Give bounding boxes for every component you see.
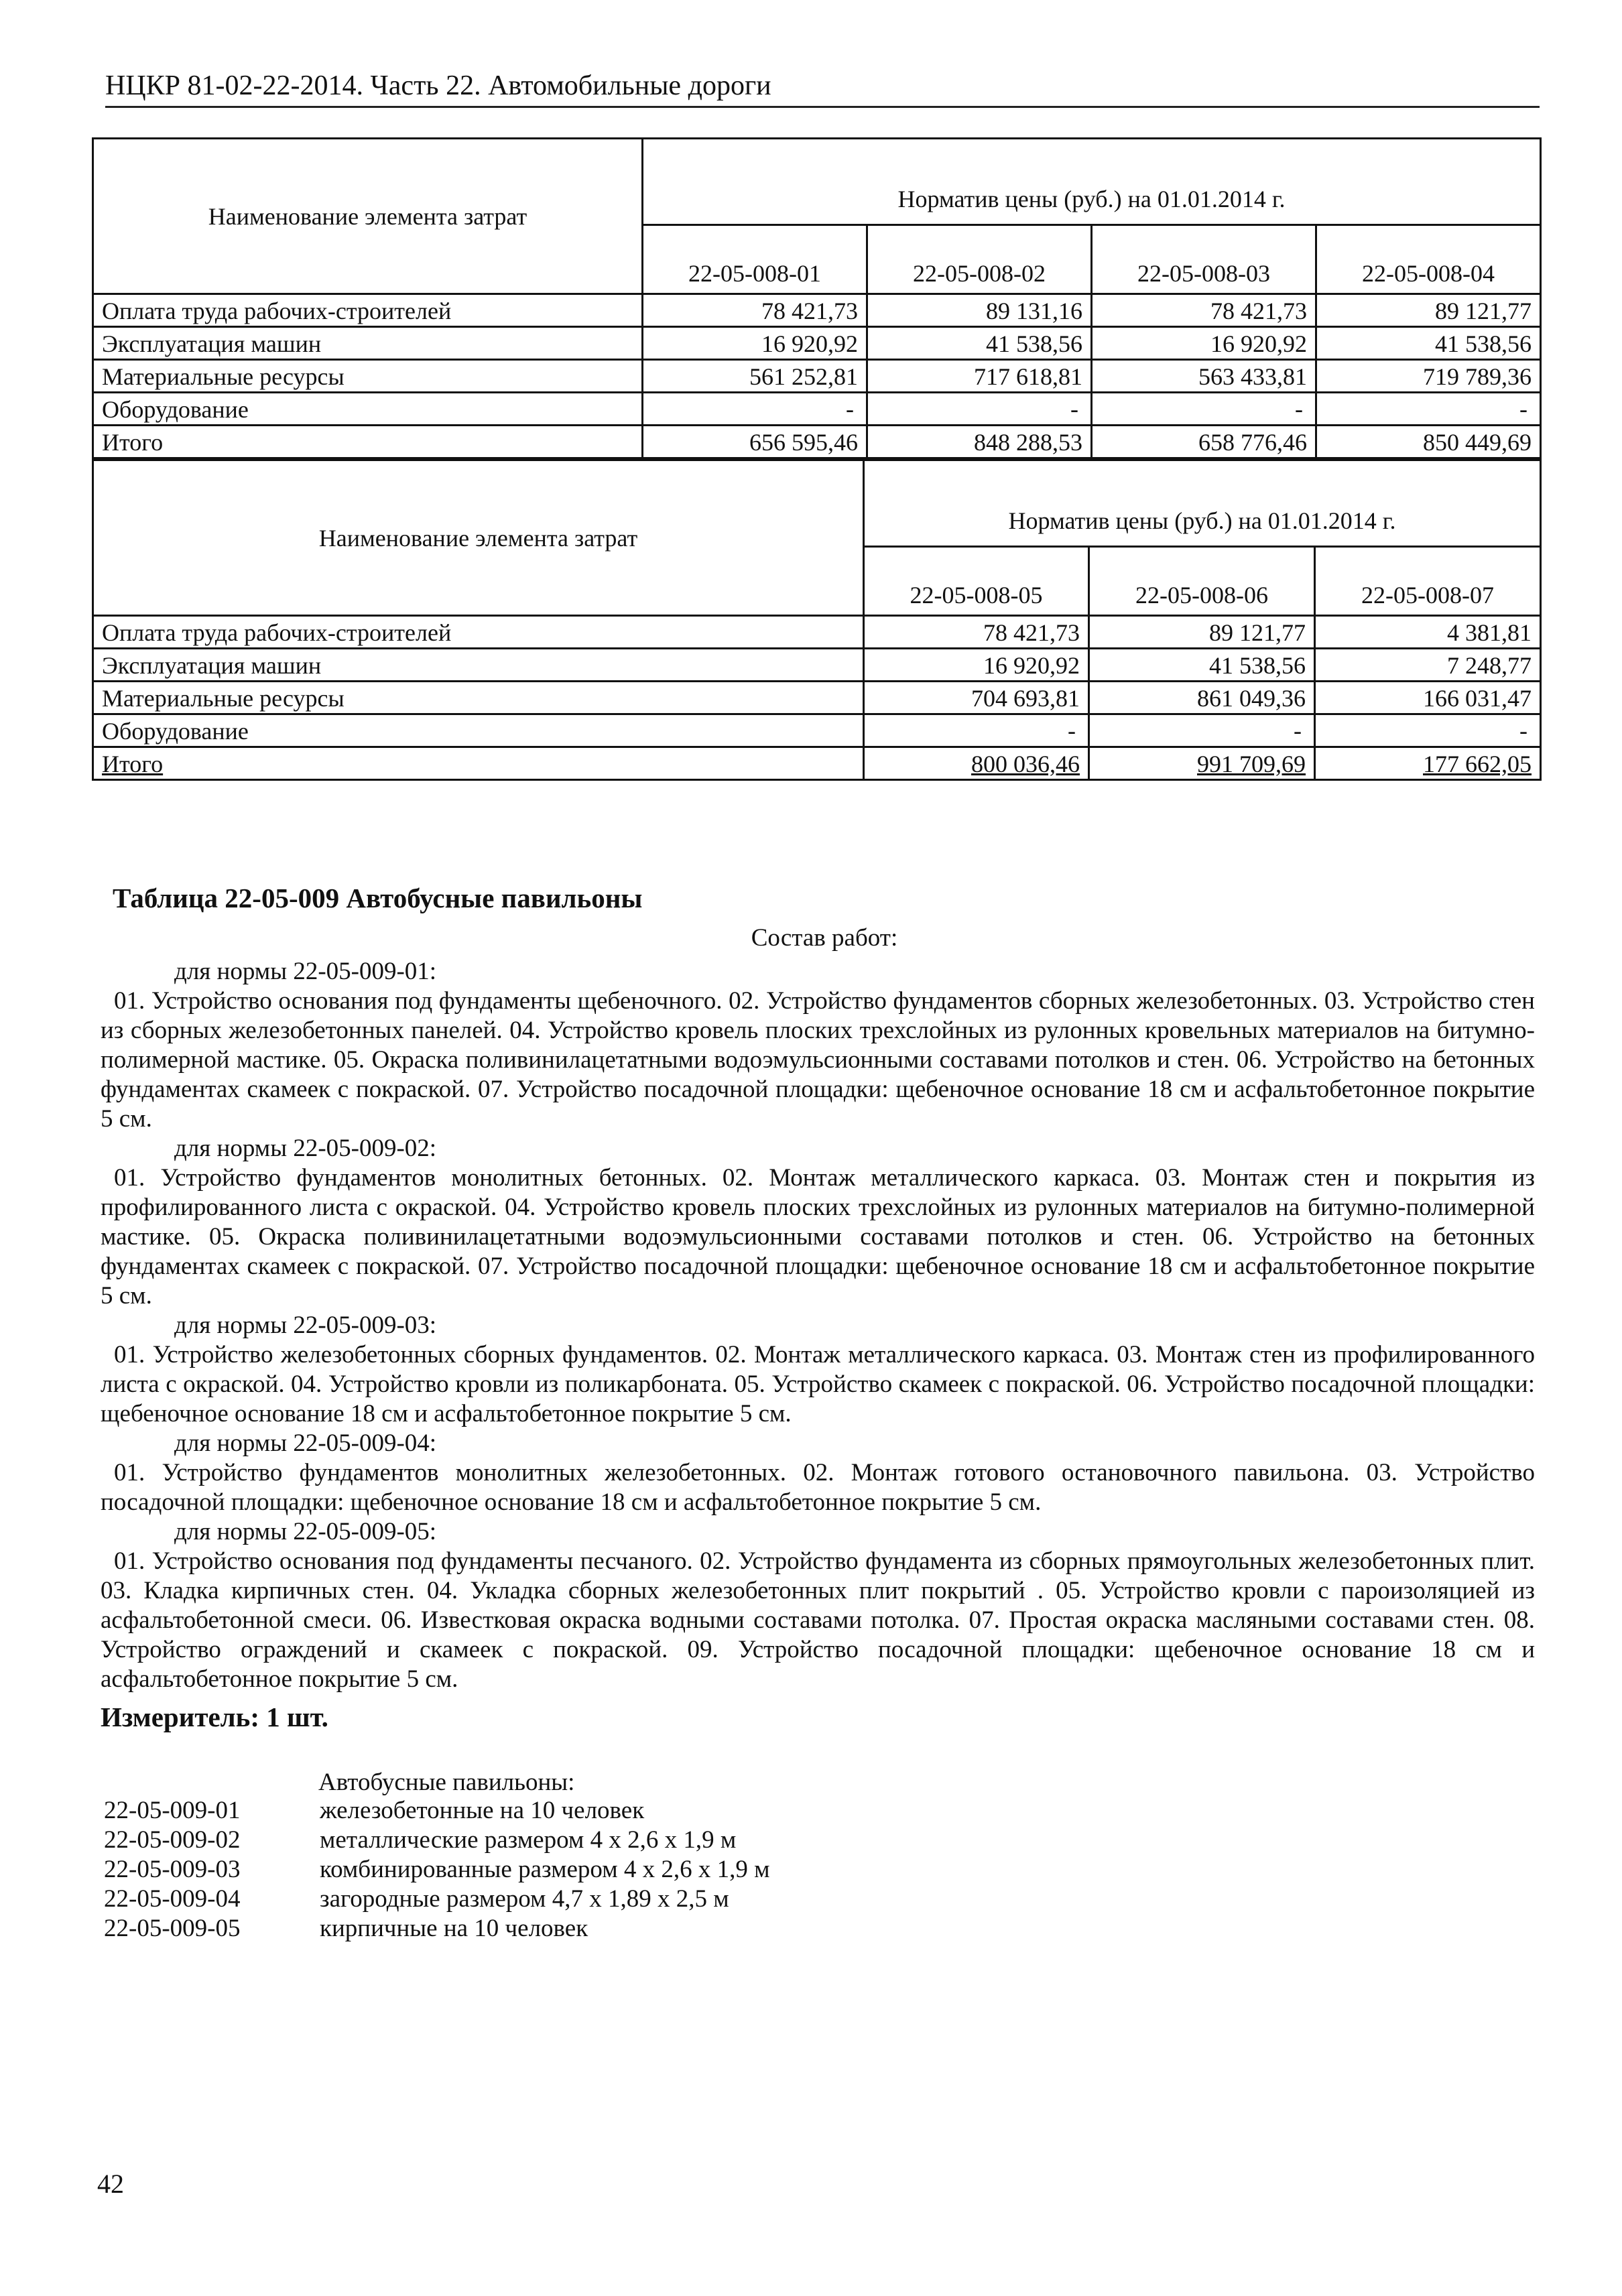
item-description: металлические размером 4 х 2,6 х 1,9 м (320, 1826, 737, 1854)
list-item (104, 1796, 770, 1826)
code-header: 22-05-008-07 (1315, 547, 1541, 616)
code-header: 22-05-008-02 (867, 225, 1092, 294)
code-header: 22-05-008-06 (1089, 547, 1315, 616)
pavilion-list (104, 1796, 770, 1943)
page-number: 42 (97, 2169, 124, 2199)
item-code: 22-05-009-01 (104, 1797, 241, 1824)
row-label: Оплата труда рабочих-строителей (93, 616, 864, 649)
table-body (93, 616, 1541, 780)
item-code: 22-05-009-04 (104, 1885, 241, 1913)
list-caption: Автобусные павильоны: (318, 1769, 575, 1796)
table-row (93, 294, 1541, 327)
cell-value: 78 421,73 (643, 294, 867, 327)
cell-value: - (1092, 393, 1316, 426)
cell-value: - (643, 393, 867, 426)
item-description: железобетонные на 10 человек (320, 1797, 645, 1824)
item-description: комбинированные размером 4 х 2,6 х 1,9 м (320, 1856, 770, 1883)
page-header: НЦКР 81-02-22-2014. Часть 22. Автомобильные дороги (105, 67, 1540, 108)
norm-text: 01. Устройство железобетонных сборных фундаментов. 02. Монтаж металлического каркаса. 03. Монтаж стен из профилированного листа с окраской. 04. Устройство кровли из поликарбоната. 05. Устройство скамеек с покраской. 06. Устройство посадочной площадки: щебеночное основание 18 см и асфальтобетонное покрытие 5 см. (101, 1341, 1535, 1427)
table-row (93, 327, 1541, 360)
table-row (93, 682, 1541, 714)
work-composition-heading: Состав работ: (751, 924, 898, 952)
cell-value: - (1316, 393, 1541, 426)
cell-value: 78 421,73 (864, 616, 1089, 649)
cell-value: 719 789,36 (1316, 360, 1541, 393)
row-label: Эксплуатация машин (93, 649, 864, 682)
table-row (93, 616, 1541, 649)
norm-text: 01. Устройство фундаментов монолитных железобетонных. 02. Монтаж готового остановочного павильона. 03. Устройство посадочной площадки: щебеночное основание 18 см и асфальтобетонное покрытие 5 см. (101, 1459, 1535, 1516)
name-column-header: Наименование элемента затрат (93, 460, 864, 616)
cell-value: - (864, 714, 1089, 747)
table-row (93, 360, 1541, 393)
norm-text: 01. Устройство основания под фундаменты песчаного. 02. Устройство фундамента из сборных прямоугольных железобетонных плит. 03. Кладка кирпичных стен. 04. Укладка сборных железобетонных плит покрытий . 05. Устройство кровли с пароизоляцией из асфальтобетонной смеси. 06. Известковая окраска водными составами потолка. 07. Простая окраска масляными составами стен. 08. Устройство ограждений и скамеек с покраской. 09. Устройство посадочной площадки: щебеночное основание 18 см и асфальтобетонное покрытие 5 см. (101, 1547, 1535, 1693)
norm-label: для нормы 22-05-009-03: (174, 1312, 437, 1339)
item-description: кирпичные на 10 человек (320, 1915, 588, 1942)
table-body (93, 294, 1541, 458)
cell-value: 704 693,81 (864, 682, 1089, 714)
item-code: 22-05-009-02 (104, 1826, 241, 1854)
cell-value: - (867, 393, 1092, 426)
cell-value: 563 433,81 (1092, 360, 1316, 393)
norm-label: для нормы 22-05-009-05: (174, 1518, 437, 1545)
code-header: 22-05-008-03 (1092, 225, 1316, 294)
cell-value: 89 131,16 (867, 294, 1092, 327)
name-column-header: Наименование элемента затрат (93, 139, 643, 294)
norm-label: для нормы 22-05-009-01: (174, 958, 437, 985)
row-label: Итого (93, 747, 864, 780)
cost-table-2 (92, 459, 1542, 781)
cell-value: 78 421,73 (1092, 294, 1316, 327)
code-header: 22-05-008-04 (1316, 225, 1541, 294)
list-item (104, 1914, 770, 1943)
cell-value: 561 252,81 (643, 360, 867, 393)
price-group-header: Норматив цены (руб.) на 01.01.2014 г. (643, 139, 1541, 225)
row-label: Оборудование (93, 714, 864, 747)
cell-value: 848 288,53 (867, 426, 1092, 458)
row-label: Итого (93, 426, 643, 458)
cell-value: 717 618,81 (867, 360, 1092, 393)
norm-text: 01. Устройство основания под фундаменты щебеночного. 02. Устройство фундаментов сборных железобетонных. 03. Устройство стен из сборных железобетонных панелей. 04. Устройство кровель плоских трехслойных из рулонных кровельных материалов на битумно-полимерной мастике. 05. Окраска поливинилацетатными водоэмульсионными составами потолков и стен. 06. Устройство на бетонных фундаментах скамеек с покраской. 07. Устройство посадочной площадки: щебеночное основание 18 см и асфальтобетонное покрытие 5 см. (101, 987, 1535, 1133)
cell-value: 991 709,69 (1089, 747, 1315, 780)
norm-label: для нормы 22-05-009-02: (174, 1135, 437, 1162)
cell-value: 4 381,81 (1315, 616, 1541, 649)
cell-value: 41 538,56 (1089, 649, 1315, 682)
table-row-total (93, 747, 1541, 780)
cell-value: 16 920,92 (1092, 327, 1316, 360)
section-title: Таблица 22-05-009 Автобусные павильоны (113, 883, 643, 913)
table-row-total (93, 426, 1541, 458)
table-row (93, 649, 1541, 682)
cell-value: 41 538,56 (867, 327, 1092, 360)
cell-value: 16 920,92 (643, 327, 867, 360)
work-descriptions (101, 957, 1535, 1694)
cell-value: - (1315, 714, 1541, 747)
code-header: 22-05-008-05 (864, 547, 1089, 616)
cell-value: 177 662,05 (1315, 747, 1541, 780)
row-label: Оплата труда рабочих-строителей (93, 294, 643, 327)
table-row (93, 714, 1541, 747)
cell-value: 7 248,77 (1315, 649, 1541, 682)
list-item (104, 1885, 770, 1914)
code-header: 22-05-008-01 (643, 225, 867, 294)
item-description: загородные размером 4,7 х 1,89 х 2,5 м (320, 1885, 729, 1913)
row-label: Оборудование (93, 393, 643, 426)
cell-value: 41 538,56 (1316, 327, 1541, 360)
table-row (93, 393, 1541, 426)
cell-value: 166 031,47 (1315, 682, 1541, 714)
row-label: Материальные ресурсы (93, 682, 864, 714)
cell-value: 658 776,46 (1092, 426, 1316, 458)
price-group-header: Норматив цены (руб.) на 01.01.2014 г. (864, 460, 1541, 547)
item-code: 22-05-009-03 (104, 1856, 241, 1883)
norm-text: 01. Устройство фундаментов монолитных бетонных. 02. Монтаж металлического каркаса. 03. Монтаж стен и покрытия из профилированного листа с окраской. 04. Устройство кровель плоских трехслойных из рулонных материалов на битумно-полимерной мастике. 05. Окраска поливинилацетатными водоэмульсионными составами потолков и стен. 06. Устройство на бетонных фундаментах скамеек с покраской. 07. Устройство посадочной площадки: щебеночное основание 18 см и асфальтобетонное покрытие 5 см. (101, 1164, 1535, 1310)
cell-value: 850 449,69 (1316, 426, 1541, 458)
item-code: 22-05-009-05 (104, 1915, 241, 1942)
measure-unit: Измеритель: 1 шт. (101, 1702, 328, 1732)
norm-label: для нормы 22-05-009-04: (174, 1429, 437, 1457)
row-label: Эксплуатация машин (93, 327, 643, 360)
cell-value: 656 595,46 (643, 426, 867, 458)
list-item (104, 1826, 770, 1855)
cell-value: 800 036,46 (864, 747, 1089, 780)
cell-value: 861 049,36 (1089, 682, 1315, 714)
cell-value: 16 920,92 (864, 649, 1089, 682)
list-item (104, 1855, 770, 1885)
row-label: Материальные ресурсы (93, 360, 643, 393)
cell-value: 89 121,77 (1316, 294, 1541, 327)
cost-table-1 (92, 137, 1542, 459)
cell-value: - (1089, 714, 1315, 747)
cell-value: 89 121,77 (1089, 616, 1315, 649)
